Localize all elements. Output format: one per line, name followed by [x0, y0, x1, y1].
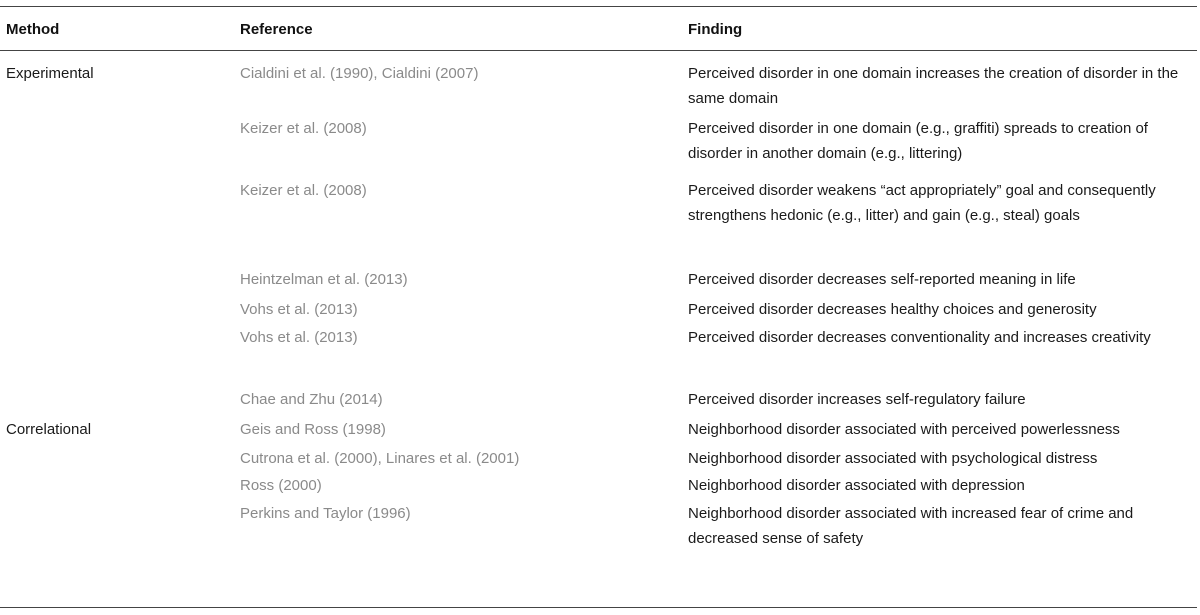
reference-cell: Cialdini et al. (1990), Cialdini (2007): [240, 65, 479, 82]
finding-cell: Perceived disorder increases self-regulatory failure: [688, 391, 1026, 408]
table-row: [0, 298, 1200, 326]
method-cell: Correlational: [6, 421, 92, 438]
finding-cell: Perceived disorder decreases conventionality and increases creativity: [688, 329, 1151, 346]
finding-cell: Perceived disorder decreases self-reported meaning in life: [688, 271, 1076, 288]
table-row: [0, 474, 1200, 502]
table-row: [0, 388, 1200, 418]
header-reference: Reference: [240, 21, 313, 38]
table-header-row: [0, 6, 1200, 50]
table-row: [0, 447, 1200, 474]
finding-cell: Perceived disorder in one domain increases the creation of disorder in the same domain: [688, 65, 1179, 107]
table-row: [0, 117, 1200, 179]
reference-cell: Ross (2000): [240, 477, 322, 494]
table-row: [0, 418, 1200, 447]
header-finding: Finding: [688, 21, 743, 38]
reference-cell: Heintzelman et al. (2013): [240, 271, 408, 288]
table-row: [0, 62, 1200, 117]
table-row: [0, 179, 1200, 268]
reference-cell: Keizer et al. (2008): [240, 120, 367, 137]
table-bottom-rule: [0, 607, 1197, 608]
finding-cell: Neighborhood disorder associated with perceived powerlessness: [688, 421, 1120, 438]
reference-cell: Chae and Zhu (2014): [240, 391, 383, 408]
reference-cell: Geis and Ross (1998): [240, 421, 386, 438]
finding-cell: Perceived disorder in one domain (e.g., graffiti) spreads to creation of disorder in another domain (e.g., littering): [688, 120, 1148, 162]
table-header-rule: [0, 50, 1197, 51]
table-row: [0, 326, 1200, 388]
finding-cell: Neighborhood disorder associated with psychological distress: [688, 450, 1098, 467]
reference-cell: Vohs et al. (2013): [240, 301, 358, 318]
method-cell: Experimental: [6, 65, 94, 82]
finding-cell: Perceived disorder decreases healthy choices and generosity: [688, 301, 1097, 318]
table-body: [0, 62, 1200, 557]
table-row: [0, 502, 1200, 557]
table-row: [0, 268, 1200, 298]
finding-cell: Neighborhood disorder associated with increased fear of crime and decreased sense of safety: [688, 505, 1134, 547]
finding-cell: Neighborhood disorder associated with depression: [688, 477, 1025, 494]
finding-cell: Perceived disorder weakens “act appropriately” goal and consequently strengthens hedonic (e.g., litter) and gain (e.g., steal) goals: [688, 182, 1156, 224]
reference-cell: Perkins and Taylor (1996): [240, 505, 411, 522]
reference-cell: Vohs et al. (2013): [240, 329, 358, 346]
header-method: Method: [6, 21, 60, 38]
reference-cell: Cutrona et al. (2000), Linares et al. (2001): [240, 450, 520, 467]
reference-cell: Keizer et al. (2008): [240, 182, 367, 199]
